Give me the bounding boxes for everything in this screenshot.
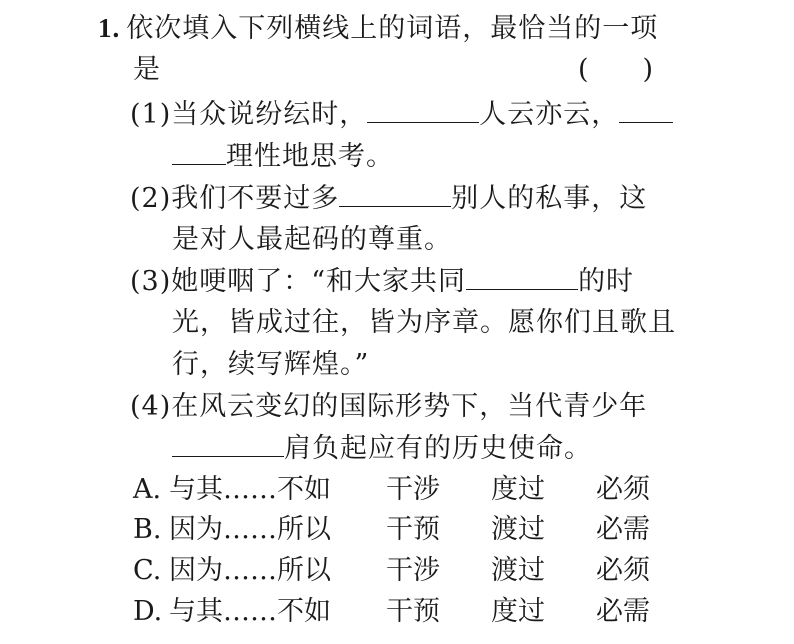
option-choice-1: 与其……不如: [169, 474, 331, 505]
question-stem-text-2: 是: [133, 54, 161, 85]
option-choice-2: 干预: [386, 514, 440, 545]
item-1-line-2: 理性地思考。: [172, 136, 394, 177]
option-choice-2: 干涉: [386, 555, 440, 586]
option-choice-4: 必需: [596, 596, 650, 627]
option-choice-2: 干预: [386, 596, 440, 627]
question-stem-text: 依次填入下列横线上的词语，最恰当的一项: [126, 13, 659, 44]
option-letter: C.: [133, 555, 162, 586]
option-choice-3: 度过: [491, 474, 545, 505]
option-choice-3: 度过: [491, 596, 545, 627]
option-choice-2: 干涉: [386, 474, 440, 505]
question-number: 1.: [98, 13, 121, 43]
answer-blank: [367, 94, 479, 123]
option-choice-4: 必需: [596, 514, 650, 545]
option-letter: D.: [133, 596, 163, 627]
option-letter: A.: [133, 474, 162, 505]
item-1-line-1: (1)当众说纷纭时， 人云亦云，: [130, 94, 673, 135]
item-label: (1): [130, 99, 172, 130]
answer-blank: [466, 261, 578, 290]
item-2-line-2: 是对人最起码的尊重。: [172, 224, 452, 255]
item-label: (3): [130, 266, 172, 297]
answer-blank: [619, 94, 673, 123]
question-stem-line-2: [133, 50, 161, 90]
answer-blank: [172, 136, 226, 165]
option-letter: B.: [133, 514, 162, 545]
option-choice-1: 因为……所以: [169, 514, 331, 545]
item-label: (2): [130, 183, 172, 214]
question-stem-line-1: [98, 8, 658, 49]
item-4-line-1: (4)在风云变幻的国际形势下，当代青少年: [130, 391, 648, 422]
item-2-line-1: (2)我们不要过多 别人的私事，这: [130, 178, 647, 219]
item-3-line-1: (3)她哽咽了：“和大家共同 的时: [130, 261, 634, 302]
answer-blank: [172, 428, 284, 457]
item-4-line-2: 肩负起应有的历史使命。: [172, 428, 592, 469]
option-choice-4: 必须: [596, 474, 650, 505]
option-choice-1: 与其……不如: [169, 596, 331, 627]
item-3-line-3: 行，续写辉煌。”: [172, 349, 370, 380]
option-choice-3: 渡过: [491, 555, 545, 586]
item-3-line-2: 光，皆成过往，皆为序章。愿你们且歌且: [172, 307, 676, 338]
option-choice-4: 必须: [596, 555, 650, 586]
option-choice-3: 渡过: [491, 514, 545, 545]
item-label: (4): [130, 391, 172, 422]
answer-blank: [339, 178, 451, 207]
option-choice-1: 因为……所以: [169, 555, 331, 586]
answer-parentheses: ( ): [578, 54, 654, 85]
